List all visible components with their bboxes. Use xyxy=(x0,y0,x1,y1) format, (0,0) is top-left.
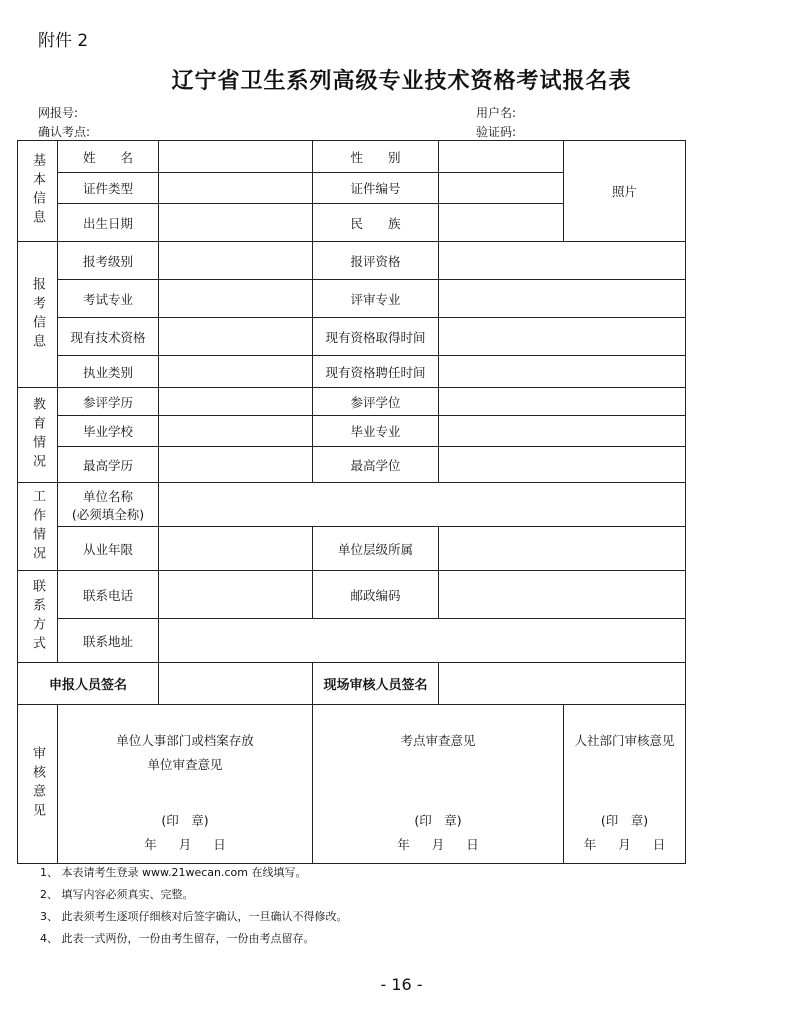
label-school: 毕业学校 xyxy=(58,416,159,447)
label-gender: 性 别 xyxy=(313,141,439,173)
review-unit-title-1: 单位人事部门或档案存放 xyxy=(116,733,254,748)
label-ethnicity: 民 族 xyxy=(313,204,439,242)
label-name: 姓 名 xyxy=(58,141,159,173)
review-hr-title: 人社部门审核意见 xyxy=(574,733,675,748)
input-top-degree[interactable] xyxy=(439,447,686,483)
note-item: 4、 此表一式两份，一份由考生留存，一份由考点留存。 xyxy=(40,932,315,945)
label-id-type: 证件类型 xyxy=(58,173,159,204)
label-cur-qual: 现有技术资格 xyxy=(58,318,159,356)
input-level[interactable] xyxy=(159,242,313,280)
input-birth[interactable] xyxy=(159,204,313,242)
label-top-edu: 最高学历 xyxy=(58,447,159,483)
input-unit-level[interactable] xyxy=(439,527,686,571)
label-id-no: 证件编号 xyxy=(313,173,439,204)
input-school-major[interactable] xyxy=(439,416,686,447)
section-basic-info: 基本信息 xyxy=(18,141,58,242)
label-edu-degree: 参评学位 xyxy=(313,388,439,416)
review-site-title: 考点审查意见 xyxy=(400,733,476,748)
input-school[interactable] xyxy=(159,416,313,447)
section-apply-info: 报考信息 xyxy=(18,242,58,388)
note-item: 2、 填写内容必须真实、完整。 xyxy=(40,888,194,901)
input-unit-name[interactable] xyxy=(159,483,686,527)
notes-list xyxy=(40,862,348,950)
input-years[interactable] xyxy=(159,527,313,571)
exam-site-label: 确认考点: xyxy=(38,125,91,139)
registration-form-table xyxy=(17,140,686,864)
section-education: 教育情况 xyxy=(18,388,58,483)
label-unit-level: 单位层级所属 xyxy=(313,527,439,571)
note-item: 1、 本表请考生登录 www.21wecan.com 在线填写。 xyxy=(40,866,307,879)
review-site-date: 年 月 日 xyxy=(397,837,479,852)
input-edu-deg[interactable] xyxy=(159,388,313,416)
input-name[interactable] xyxy=(159,141,313,173)
input-cur-qual[interactable] xyxy=(159,318,313,356)
label-edu-deg: 参评学历 xyxy=(58,388,159,416)
input-postcode[interactable] xyxy=(439,571,686,619)
unit-name-note: (必须填全称) xyxy=(71,506,145,522)
review-unit-date: 年 月 日 xyxy=(144,837,226,852)
input-practice-type[interactable] xyxy=(159,356,313,388)
input-top-edu[interactable] xyxy=(159,447,313,483)
input-address[interactable] xyxy=(159,619,686,663)
unit-name-text: 单位名称 xyxy=(82,488,133,504)
input-review-major[interactable] xyxy=(439,280,686,318)
section-review: 审核意见 xyxy=(18,705,58,864)
review-site-seal: (印 章) xyxy=(414,813,462,828)
label-unit-name xyxy=(58,483,159,527)
section-contact: 联系方式 xyxy=(18,571,58,663)
review-unit-box[interactable] xyxy=(58,705,313,864)
photo-box[interactable]: 照片 xyxy=(564,141,686,242)
page-number: - 16 - xyxy=(380,975,423,994)
label-cur-hire-time: 现有资格聘任时间 xyxy=(313,356,439,388)
review-unit-title-2: 单位审查意见 xyxy=(147,757,223,772)
input-cur-hire-time[interactable] xyxy=(439,356,686,388)
review-hr-seal: (印 章) xyxy=(600,813,649,828)
note-item: 3、 此表须考生逐项仔细核对后签字确认，一旦确认不得修改。 xyxy=(40,910,348,923)
label-phone: 联系电话 xyxy=(58,571,159,619)
review-site-box[interactable] xyxy=(313,705,564,864)
input-id-no[interactable] xyxy=(439,173,564,204)
input-phone[interactable] xyxy=(159,571,313,619)
section-work: 工作情况 xyxy=(18,483,58,571)
label-major: 考试专业 xyxy=(58,280,159,318)
input-onsite-sign[interactable] xyxy=(439,663,686,705)
label-level: 报考级别 xyxy=(58,242,159,280)
input-id-type[interactable] xyxy=(159,173,313,204)
review-hr-date: 年 月 日 xyxy=(583,837,666,852)
label-onsite-sign: 现场审核人员签名 xyxy=(313,663,439,705)
input-major[interactable] xyxy=(159,280,313,318)
username-label: 用户名: xyxy=(476,106,517,120)
label-school-major: 毕业专业 xyxy=(313,416,439,447)
label-cur-qual-time: 现有资格取得时间 xyxy=(313,318,439,356)
net-no-label: 网报号: xyxy=(38,106,79,120)
review-hr-box[interactable] xyxy=(564,705,686,864)
attachment-label: 附件 2 xyxy=(38,31,89,51)
label-review-major: 评审专业 xyxy=(313,280,439,318)
input-edu-degree[interactable] xyxy=(439,388,686,416)
label-applicant-sign: 申报人员签名 xyxy=(18,663,159,705)
input-gender[interactable] xyxy=(439,141,564,173)
input-qual[interactable] xyxy=(439,242,686,280)
label-address: 联系地址 xyxy=(58,619,159,663)
label-practice-type: 执业类别 xyxy=(58,356,159,388)
review-unit-seal: (印 章) xyxy=(161,813,209,828)
label-years: 从业年限 xyxy=(58,527,159,571)
label-qual: 报评资格 xyxy=(313,242,439,280)
input-cur-qual-time[interactable] xyxy=(439,318,686,356)
label-top-degree: 最高学位 xyxy=(313,447,439,483)
form-title: 辽宁省卫生系列高级专业技术资格考试报名表 xyxy=(171,69,632,94)
captcha-label: 验证码: xyxy=(476,125,517,139)
label-birth: 出生日期 xyxy=(58,204,159,242)
label-postcode: 邮政编码 xyxy=(313,571,439,619)
input-ethnicity[interactable] xyxy=(439,204,564,242)
input-applicant-sign[interactable] xyxy=(159,663,313,705)
